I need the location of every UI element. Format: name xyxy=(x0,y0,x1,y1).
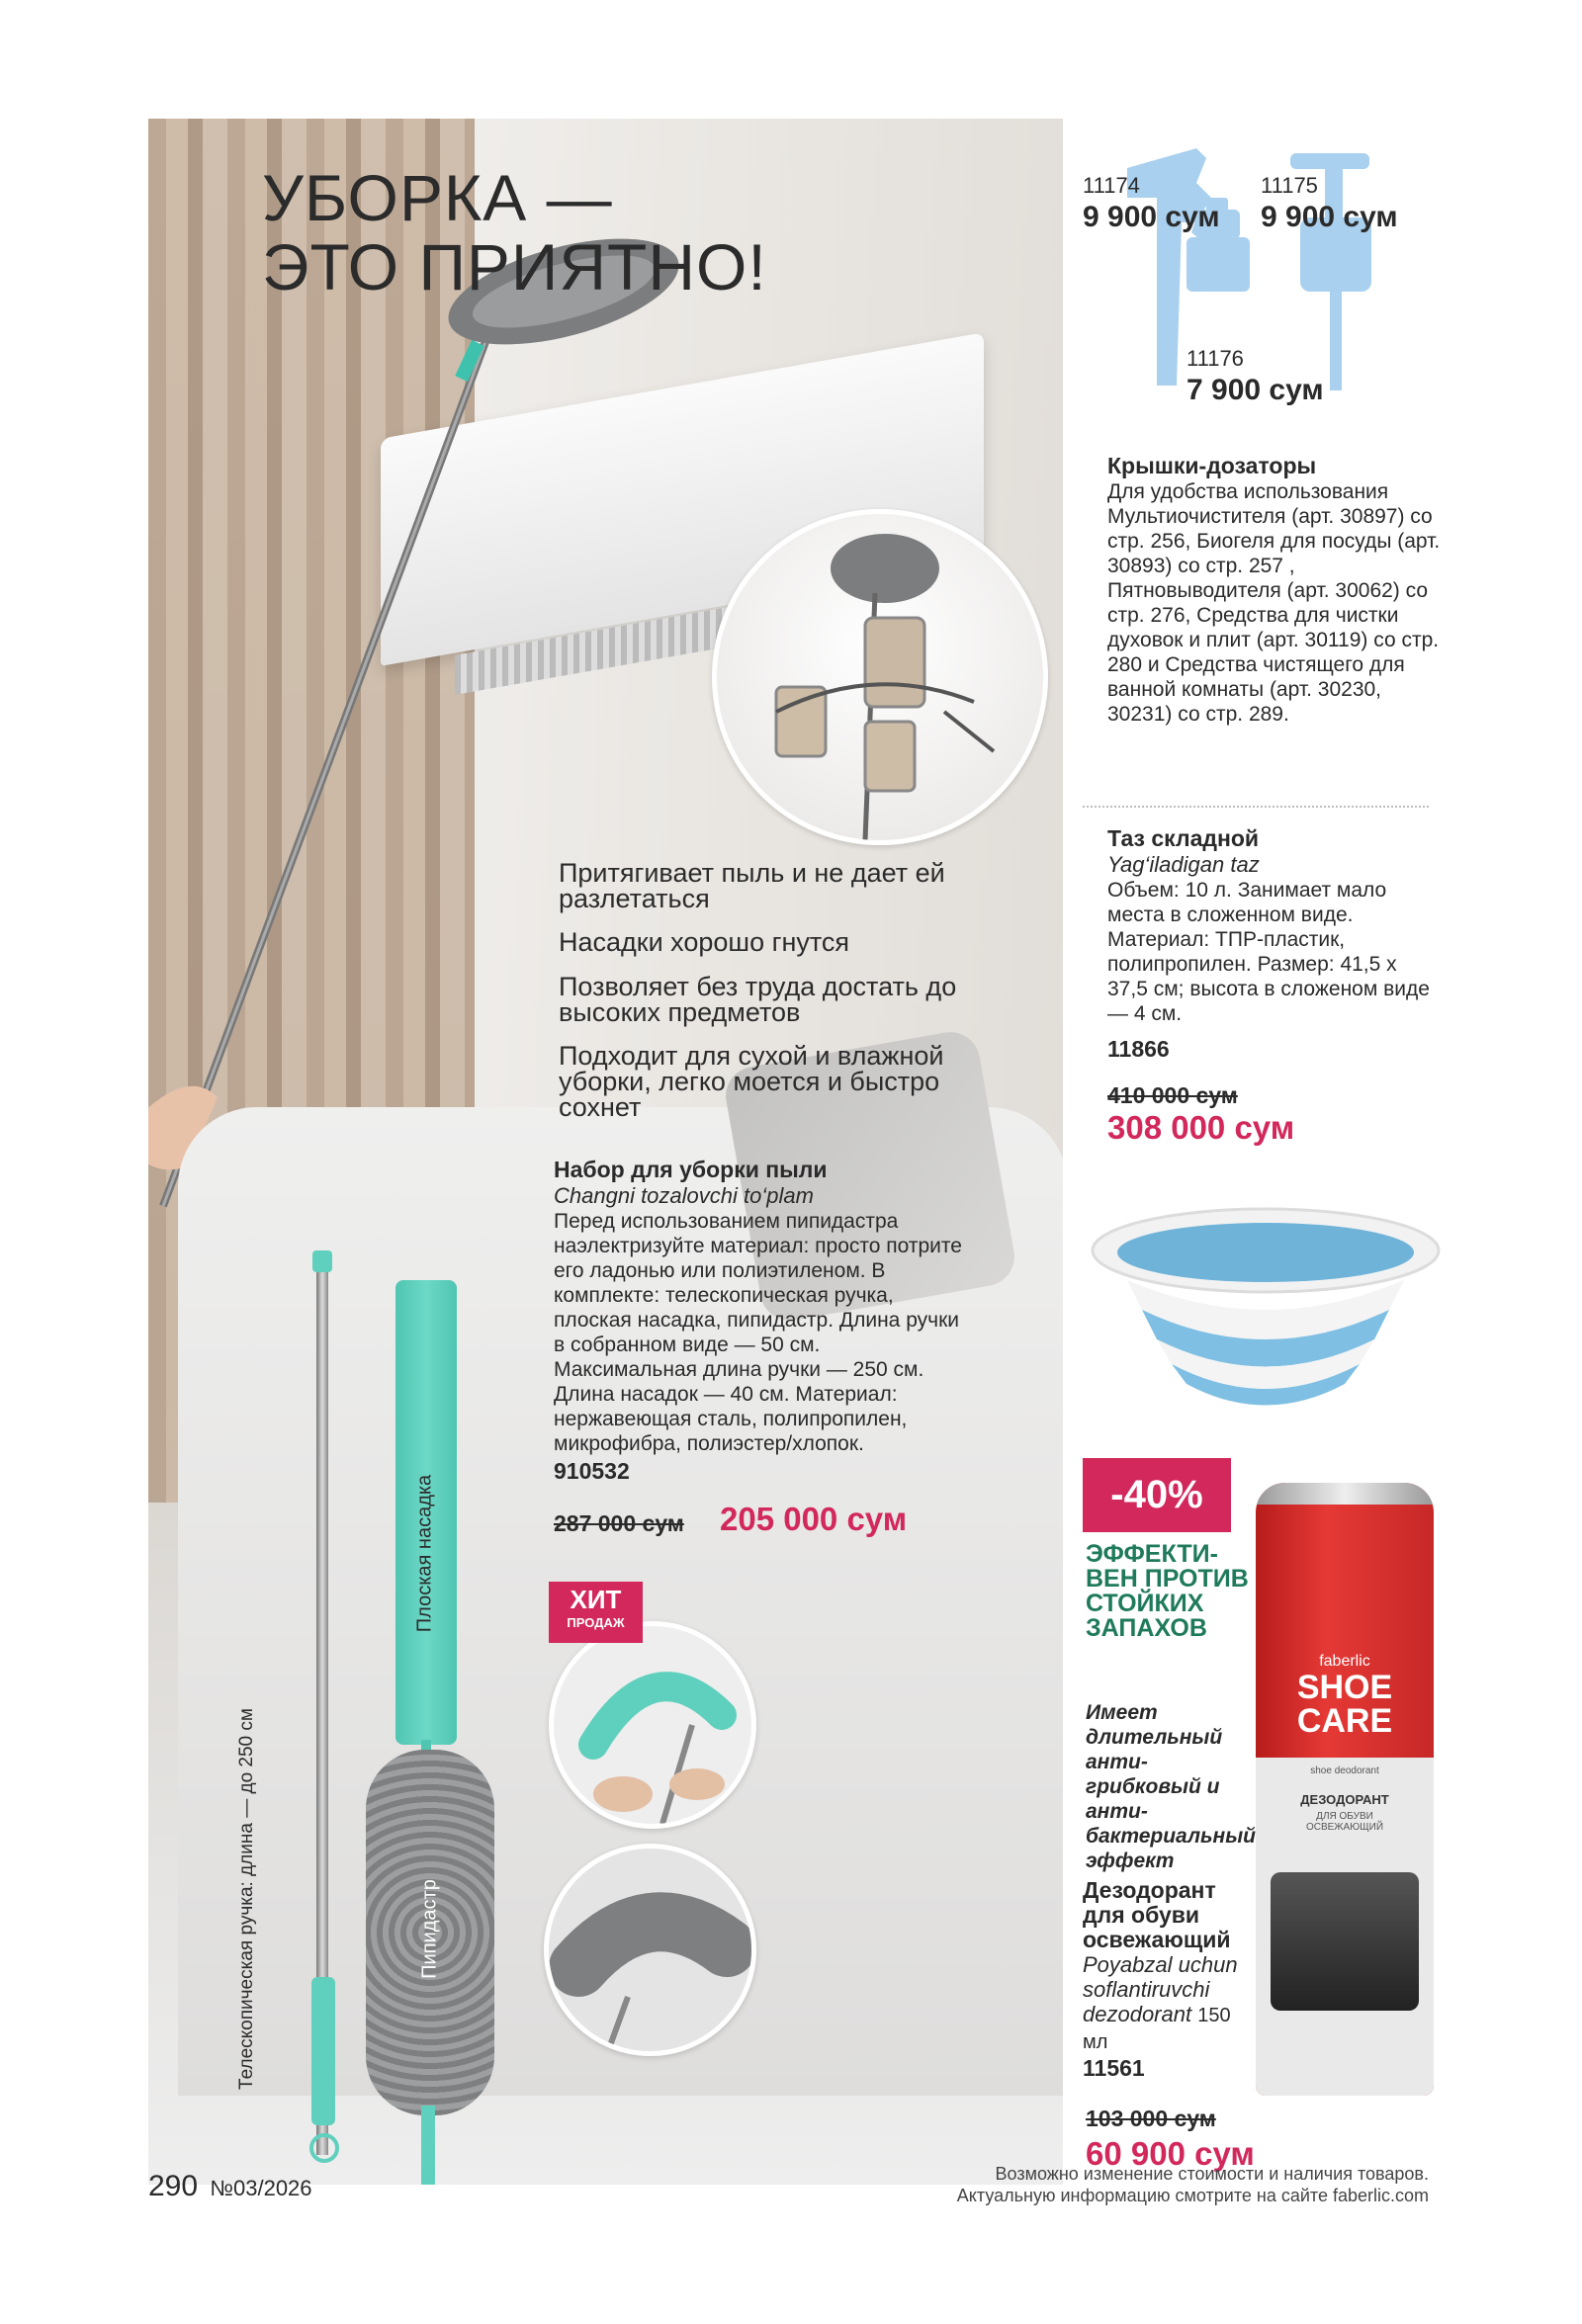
dust-set-name: Набор для уборки пыли xyxy=(554,1157,828,1182)
can-brand: faberlic xyxy=(1319,1653,1370,1670)
can-top-rim xyxy=(1256,1483,1434,1505)
cap-11174 xyxy=(1083,173,1220,234)
cap-11174-price: 9 900 сум xyxy=(1083,201,1220,233)
handle-top-cap xyxy=(312,1250,332,1272)
feature-1: Притягивает пыль и не дает ей разлетаться xyxy=(559,858,945,913)
caps-name: Крышки-дозаторы xyxy=(1107,453,1317,478)
title-line1: УБОРКА — xyxy=(262,161,613,234)
page-title xyxy=(262,163,767,301)
chandelier-circle-photo xyxy=(712,509,1048,845)
deodorant-info xyxy=(1083,1878,1261,2082)
dust-set-description: Перед использованием пипидастра наэлектризуйте материал: просто потрите его ладонью или полиэтиленом. В комплекте: телескопическая ручка, плоская насадка, пипидастр. Длина ручки в собранном виде — 50 см. Максимальная длина ручки — 250 см. Длина насадок — 40 см. Материал: нержавеющая сталь, полипропилен, микрофибра, полиэстер/хлопок. xyxy=(554,1210,962,1455)
cap-11175-article: 11175 xyxy=(1261,173,1318,198)
dust-set-info xyxy=(554,1157,964,1485)
duster-grip xyxy=(421,2106,435,2185)
caps-description: Для удобства использования Мультиочистителя (арт. 30897) со стр. 256, Биогеля для посуды (арт. 30893) со стр. 257 , Пятновыводителя (арт. 30062) со стр. 276, Средства для чистки духовок и плит (арт. 30119) со стр. 280 и Средства чистящего для ванной комнаты (арт. 30230, 30231) со стр. 289. xyxy=(1107,480,1441,726)
deodorant-volume: 150 мл xyxy=(1083,2005,1231,2053)
can-label: ДЕЗОДОРАНТ xyxy=(1300,1792,1389,1807)
title-line2: ЭТО ПРИЯТНО! xyxy=(262,230,767,303)
basin-old-price: 410 000 сум xyxy=(1107,1082,1238,1108)
can-label2: ДЛЯ ОБУВИ ОСВЕЖАЮЩИЙ xyxy=(1305,1811,1384,1833)
basin-name: Таз складной xyxy=(1107,825,1260,851)
deodorant-name-uz-text: Poyabzal uchun soflantiruvchi dezodorant xyxy=(1083,1952,1238,2026)
cap-11176-price: 7 900 сум xyxy=(1186,374,1324,406)
footer-line2: Актуальную информацию смотрите на сайте faberlic.com xyxy=(956,2186,1429,2205)
basin-article: 11866 xyxy=(1107,1036,1170,1062)
dust-set-name-uz: Changni tozalovchi to‘plam xyxy=(554,1183,814,1208)
handle-loop xyxy=(309,2133,339,2163)
feature-3: Позволяет без труда достать до высоких предметов xyxy=(559,972,957,1027)
divider-1 xyxy=(1083,806,1429,808)
footer-note xyxy=(850,2163,1429,2206)
footer-line1: Возможно изменение стоимости и наличия товаров. xyxy=(995,2164,1429,2184)
deodorant-benefit: Имеет длительный анти-грибковый и анти-бактериальный эффект xyxy=(1086,1701,1256,1872)
deodorant-name-uz xyxy=(1083,1952,1261,2055)
cap-11176-article: 11176 xyxy=(1186,346,1244,371)
hit-badge-line1: ХИТ xyxy=(570,1585,622,1614)
feature-2: Насадки хорошо гнутся xyxy=(559,927,850,957)
hit-badge xyxy=(549,1582,643,1643)
dust-set-article: 910532 xyxy=(554,1458,630,1484)
label-flat-attachment: Плоская насадка xyxy=(413,1474,436,1633)
page-number-value: 290 xyxy=(148,2170,199,2202)
basin-name-uz: Yag‘iladigan taz xyxy=(1107,852,1260,877)
feature-4: Подходит для сухой и влажной уборки, легко моется и быстро сохнет xyxy=(559,1041,944,1122)
discount-badge: -40% xyxy=(1083,1458,1231,1532)
can-title1: SHOE xyxy=(1296,1669,1393,1706)
duster-closeup-circle-photo xyxy=(544,1844,756,2056)
issue-number: №03/2026 xyxy=(210,2176,312,2200)
can-label-area xyxy=(1256,1758,1434,2096)
shoe-image xyxy=(1271,1872,1419,2011)
caps-info xyxy=(1107,453,1444,727)
cap-11175 xyxy=(1261,173,1398,234)
bent-attachment-circle-photo xyxy=(549,1621,756,1829)
hero-photo xyxy=(148,119,1063,2185)
deodorant-name: Дезодорант для обуви освежающий xyxy=(1083,1877,1231,1952)
dust-set-old-price: 287 000 сум xyxy=(554,1510,684,1536)
can-sub: shoe deodorant xyxy=(1310,1765,1379,1776)
deodorant-can-photo xyxy=(1256,1483,1434,2096)
deodorant-article: 11561 xyxy=(1083,2055,1145,2081)
basin-new-price: 308 000 сум xyxy=(1107,1109,1295,1146)
basin-description: Объем: 10 л. Занимает мало места в сложенном виде. Материал: ТПР-пластик, полипропилен. Размер: 41,5 х 37,5 см; высота в сложеном виде — 4 см. xyxy=(1107,879,1430,1025)
dust-set-new-price: 205 000 сум xyxy=(720,1501,908,1537)
page-number xyxy=(148,2170,312,2203)
deodorant-old-price: 103 000 сум xyxy=(1086,2106,1216,2131)
basin-info xyxy=(1107,825,1434,1147)
label-duster: Пипидастр xyxy=(418,1879,441,1979)
label-handle-length: Телескопическая ручка: длина — до 250 см xyxy=(236,1708,257,2090)
hit-badge-line2: ПРОДАЖ xyxy=(567,1615,625,1630)
basin-photo xyxy=(1083,1201,1458,1428)
deodorant-new-price: 60 900 сум xyxy=(1086,2135,1255,2172)
can-title2: CARE xyxy=(1296,1702,1393,1740)
cap-11174-article: 11174 xyxy=(1083,173,1140,198)
cap-11175-price: 9 900 сум xyxy=(1261,201,1398,233)
deodorant-headline: ЭФФЕКТИ-ВЕН ПРОТИВ СТОЙКИХ ЗАПАХОВ xyxy=(1086,1540,1249,1642)
handle-grip xyxy=(311,1977,335,2125)
cap-11176 xyxy=(1186,346,1324,407)
